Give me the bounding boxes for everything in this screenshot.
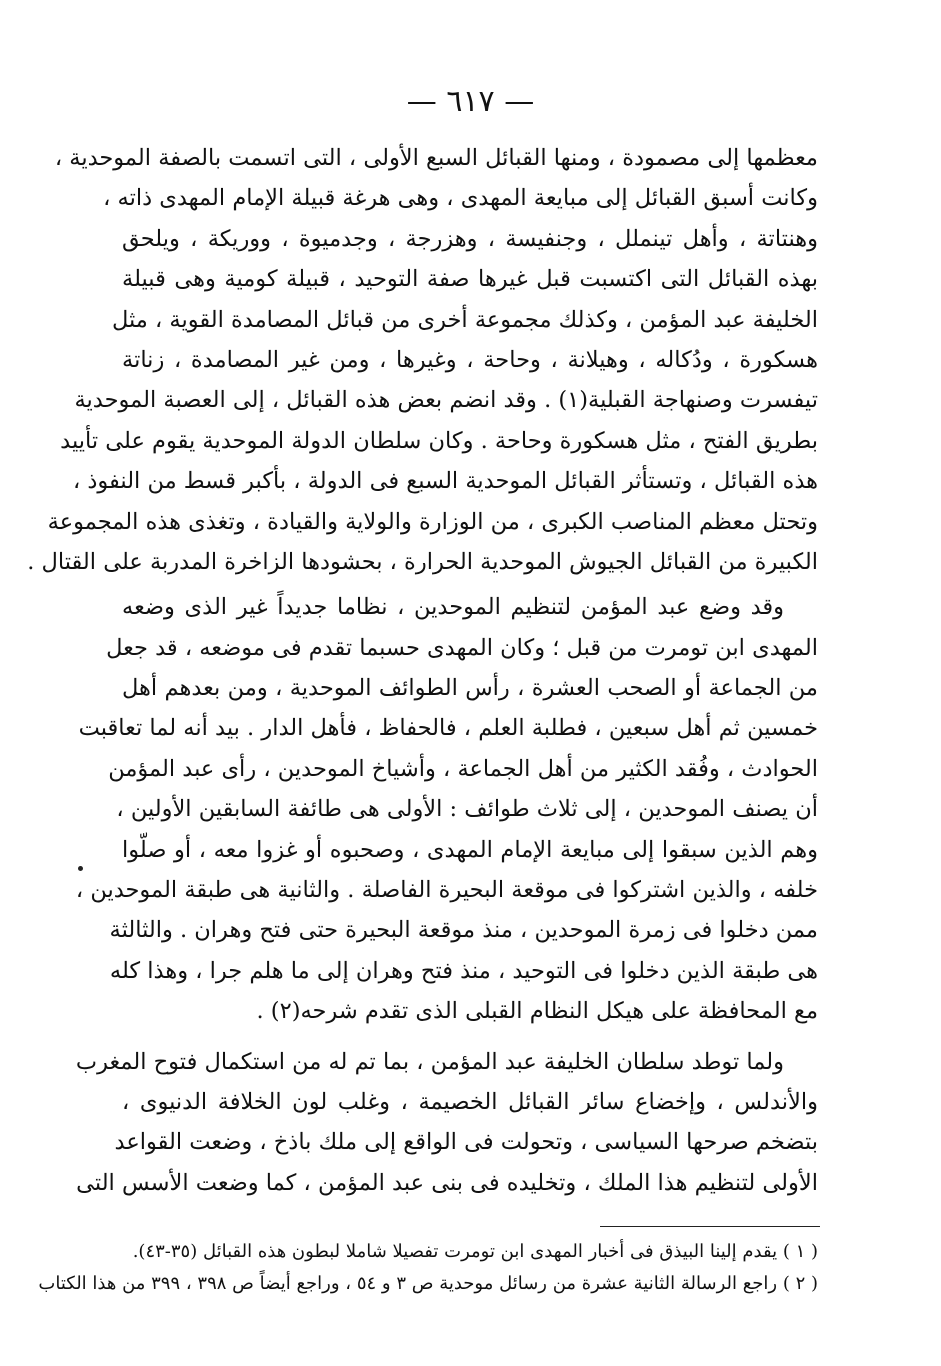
body-line: وتحتل معظم المناصب الكبرى ، من الوزارة والولاية والقيادة ، وتغذى هذه المجموعة xyxy=(47,508,818,535)
body-line: تيفسرت وصنهاجة القبلية(١) . وقد انضم بعض هذه القبائل ، إلى العصبة الموحدية xyxy=(74,387,818,414)
body-line: هسكورة ، ودُكاله ، وهيلانة ، وحاحة ، وغيرها ، ومن غير المصامدة ، زناتة xyxy=(122,346,818,373)
body-line: ولما توطد سلطان الخليفة عبد المؤمن ، بما تم له من استكمال فتوح المغرب xyxy=(75,1048,784,1075)
page-number: — ٦١٧ — xyxy=(406,84,535,119)
body-line: ممن دخلوا فى زمرة الموحدين ، منذ موقعة البحيرة حتى فتح وهران . والثالثة xyxy=(109,917,818,944)
body-text xyxy=(27,138,818,1203)
footnote-2: ( ٢ ) راجع الرسالة الثانية عشرة من رسائل موحدية ص ٣ و ٥٤ ، وراجع أيضاً ص ٣٩٨ ، ٣٩٩ من هذا الكتاب xyxy=(38,1273,818,1294)
footnotes xyxy=(38,1236,818,1300)
body-line: الحوادث ، وفُقد الكثير من أهل الجماعة ، وأشياخ الموحدين ، رأى عبد المؤمن xyxy=(108,755,818,782)
body-line: والأندلس ، وإخضاع سائر القبائل الخصيمة ، وغلب لون الخلافة الدنيوى ، xyxy=(122,1088,818,1115)
margin-dot-mark xyxy=(78,866,83,871)
body-line: خلفه ، والذين اشتركوا فى موقعة البحيرة الفاصلة . والثانية هى طبقة الموحدين ، xyxy=(75,877,818,904)
body-line: بهذه القبائل التى اكتسبت قبل غيرها صفة التوحيد ، قبيلة كومية وهى قبيلة xyxy=(122,266,818,293)
body-line: مع المحافظة على هيكل النظام القبلى الذى تقدم شرحه(٢) . xyxy=(256,998,818,1025)
body-line: وهنتاتة ، وأهل تينملل ، وجنفيسة ، وهزرجة ، وجدميوة ، ووريكة ، ويلحق xyxy=(122,225,818,252)
body-line: الخليفة عبد المؤمن ، وكذلك مجموعة أخرى من قبائل المصامدة القوية ، مثل xyxy=(111,306,818,333)
body-line: بتضخم صرحها السياسى ، وتحولت فى الواقع إلى ملك باذخ ، وضعت القواعد xyxy=(114,1129,818,1156)
body-line: هى طبقة الذين دخلوا فى التوحيد ، منذ فتح وهران إلى ما هلم جرا ، وهذا كله xyxy=(109,957,818,984)
body-line: الكبيرة من القبائل الجيوش الموحدية الحرارة ، بحشودها الزاخرة المدربة على القتال . xyxy=(27,548,818,575)
footnote-divider xyxy=(600,1226,820,1227)
body-line: بطريق الفتح ، مثل هسكورة وحاحة . وكان سلطان الدولة الموحدية يقوم على تأييد xyxy=(60,427,818,454)
body-line: وقد وضع عبد المؤمن لتنظيم الموحدين ، نظاما جديداً غير الذى وضعه xyxy=(122,594,784,621)
body-line: المهدى ابن تومرت من قبل ؛ وكان المهدى حسبما تقدم فى موضعه ، قد جعل xyxy=(106,634,818,661)
body-line: وكانت أسبق القبائل إلى مبايعة المهدى ، وهى هرغة قبيلة الإمام المهدى ذاته ، xyxy=(103,185,818,212)
body-line: من الجماعة أو الصحب العشرة ، رأس الطوائف الموحدية ، ومن بعدهم أهل xyxy=(122,675,818,702)
body-line: أن يصنف الموحدين ، إلى ثلاث طوائف : الأولى هى طائفة السابقين الأولين ، xyxy=(116,796,818,823)
body-line: خمسين ثم أهل سبعين ، فطلبة العلم ، فالحفاظ ، فأهل الدار . بيد أنه لما تعاقبت xyxy=(78,715,818,742)
body-line: معظمها إلى مصمودة ، ومنها القبائل السبع الأولى ، التى اتسمت بالصفة الموحدية ، xyxy=(54,145,818,171)
body-line: الأولى لتنظيم هذا الملك ، وتخليده فى بنى عبد المؤمن ، كما وضعت الأسس التى xyxy=(76,1169,818,1196)
footnote-1: ( ١ ) يقدم إلينا البيذق فى أخبار المهدى ابن تومرت تفصيلا شاملا لبطون هذه القبائل (٣٥-٤٣). xyxy=(132,1241,818,1262)
body-line: هذه القبائل ، وتستأثر القبائل الموحدية السبع فى الدولة ، بأكبر قسط من النفوذ ، xyxy=(72,468,818,495)
body-line: وهم الذين سبقوا إلى مبايعة الإمام المهدى ، وصحبوه أو غزوا معه ، أو صلّوا xyxy=(122,836,818,863)
